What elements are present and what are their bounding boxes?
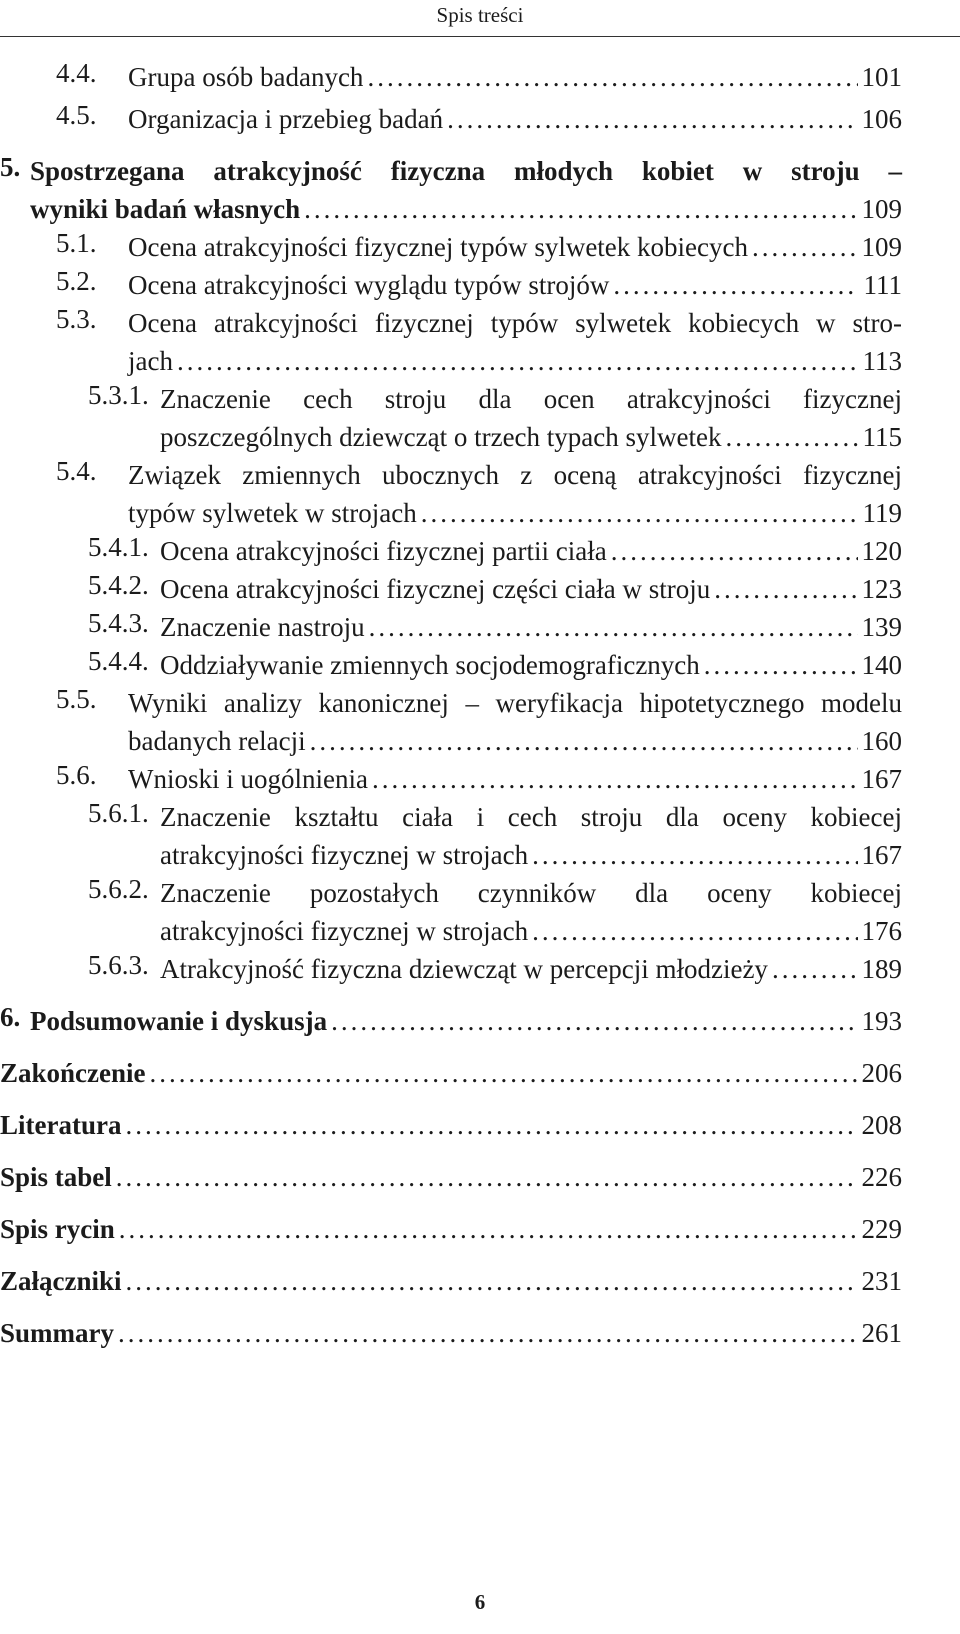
toc-entry-title: atrakcyjności fizycznej w strojach — [160, 840, 529, 870]
toc-entry-page: 167 — [861, 840, 902, 870]
toc-entry[interactable] — [0, 874, 902, 950]
toc-entry-number: 5.4.4. — [88, 646, 149, 676]
toc-entry-title: wyniki badań własnych — [30, 194, 301, 224]
toc-entry[interactable] — [0, 152, 902, 228]
toc-entry-title: Ocena atrakcyjności fizycznej partii ciała — [160, 536, 607, 566]
toc-entry-page: 119 — [862, 498, 902, 528]
toc-entry-number: 5.4.3. — [88, 608, 149, 638]
toc-entry-page: 113 — [862, 346, 902, 376]
toc-entry[interactable] — [0, 950, 902, 988]
toc-entry[interactable] — [0, 684, 902, 760]
toc-entry-page: 206 — [861, 1058, 902, 1088]
dot-leader — [173, 342, 858, 380]
dot-leader — [748, 228, 858, 266]
dot-leader — [122, 1262, 858, 1300]
dot-leader — [146, 1054, 859, 1092]
dot-leader — [700, 646, 858, 684]
toc-entry[interactable] — [0, 1158, 902, 1196]
toc-entry[interactable] — [0, 1054, 902, 1092]
toc-entry[interactable] — [0, 1210, 902, 1248]
toc-entry-page: 208 — [861, 1110, 902, 1140]
toc-entry-page: 123 — [861, 574, 902, 604]
toc-entry-title-line: Znaczenie pozostałych czynników dla oceny kobiecej — [160, 878, 902, 908]
toc-entry-page: 101 — [861, 62, 902, 92]
toc-entry-page: 120 — [861, 536, 902, 566]
toc-entry[interactable] — [0, 456, 902, 532]
toc-entry-title-line: Spostrzegana atrakcyjność fizyczna młodych kobiet w stroju – — [30, 156, 902, 186]
toc-entry-page: 109 — [861, 232, 902, 262]
dot-leader — [607, 532, 858, 570]
toc-entry-page: 261 — [861, 1318, 902, 1348]
toc-entry[interactable] — [0, 646, 902, 684]
table-of-contents — [0, 58, 902, 1352]
dot-leader — [443, 100, 858, 138]
toc-entry-number: 5.4.2. — [88, 570, 149, 600]
toc-entry-title: Summary — [0, 1318, 114, 1348]
toc-entry-title: Oddziaływanie zmiennych socjodemograficznych — [160, 650, 700, 680]
toc-entry[interactable] — [0, 1262, 902, 1300]
toc-entry[interactable] — [0, 304, 902, 380]
dot-leader — [365, 608, 858, 646]
toc-entry-title: jach — [128, 346, 173, 376]
toc-entry-title: Atrakcyjność fizyczna dziewcząt w percepcji młodzieży — [160, 954, 768, 984]
toc-entry-title: Ocena atrakcyjności fizycznej typów sylwetek kobiecych — [128, 232, 748, 262]
toc-entry-number: 5.6.2. — [88, 874, 149, 904]
toc-entry[interactable] — [0, 532, 902, 570]
dot-leader — [417, 494, 858, 532]
toc-entry[interactable] — [0, 608, 902, 646]
toc-entry-title: atrakcyjności fizycznej w strojach — [160, 916, 529, 946]
toc-entry-title: Załączniki — [0, 1266, 122, 1296]
toc-entry-page: 231 — [861, 1266, 902, 1296]
dot-leader — [722, 418, 859, 456]
toc-entry-number: 5.6.1. — [88, 798, 149, 828]
dot-leader — [115, 1210, 858, 1248]
toc-entry-title: Wnioski i uogólnienia — [128, 764, 368, 794]
toc-entry-page: 140 — [861, 650, 902, 680]
toc-entry[interactable] — [0, 228, 902, 266]
toc-entry-title: Grupa osób badanych — [128, 62, 364, 92]
toc-entry-page: 226 — [861, 1162, 902, 1192]
dot-leader — [121, 1106, 858, 1144]
toc-entry-title: Spis rycin — [0, 1214, 115, 1244]
toc-entry-title: Spis tabel — [0, 1162, 112, 1192]
toc-entry-number: 5.3. — [56, 304, 97, 334]
dot-leader — [710, 570, 858, 608]
toc-entry-page: 167 — [861, 764, 902, 794]
toc-entry-number: 5.5. — [56, 684, 97, 714]
toc-entry-title: Zakończenie — [0, 1058, 146, 1088]
dot-leader — [368, 760, 858, 798]
dot-leader — [609, 266, 858, 304]
toc-entry-title: Znaczenie nastroju — [160, 612, 365, 642]
toc-entry-number: 5.6.3. — [88, 950, 149, 980]
toc-entry-title-line: Znaczenie cech stroju dla ocen atrakcyjności fizycznej — [160, 384, 902, 414]
toc-entry-number: 5.1. — [56, 228, 97, 258]
toc-entry-number: 6. — [0, 1002, 21, 1032]
toc-entry-page: 109 — [861, 194, 902, 224]
toc-entry-page: 139 — [861, 612, 902, 642]
toc-entry-title: poszczególnych dziewcząt o trzech typach sylwetek — [160, 422, 722, 452]
dot-leader — [306, 722, 858, 760]
dot-leader — [363, 58, 858, 96]
dot-leader — [114, 1314, 858, 1352]
toc-entry-number: 4.4. — [56, 58, 97, 88]
running-head: Spis treści — [436, 3, 524, 27]
toc-entry-title: Ocena atrakcyjności wyglądu typów strojów — [128, 270, 610, 300]
toc-entry-number: 5.2. — [56, 266, 97, 296]
toc-entry-title-line: Wyniki analizy kanonicznej – weryfikacja hipotetycznego modelu — [128, 688, 902, 718]
toc-entry-title-line: Znaczenie kształtu ciała i cech stroju dla oceny kobiecej — [160, 802, 902, 832]
toc-entry-title: badanych relacji — [128, 726, 306, 756]
toc-entry[interactable] — [0, 380, 902, 456]
toc-entry-number: 5.6. — [56, 760, 97, 790]
toc-entry-page: 189 — [861, 954, 902, 984]
toc-entry[interactable] — [0, 1106, 902, 1144]
toc-entry[interactable] — [0, 58, 902, 96]
toc-entry-number: 5.3.1. — [88, 380, 149, 410]
dot-leader — [112, 1158, 858, 1196]
toc-entry-page: 115 — [862, 422, 902, 452]
dot-leader — [528, 836, 858, 874]
toc-entry-number: 5.4. — [56, 456, 97, 486]
dot-leader — [327, 1002, 858, 1040]
toc-entry-title-line: Związek zmiennych ubocznych z oceną atrakcyjności fizycznej — [128, 460, 902, 490]
toc-entry-title: Ocena atrakcyjności fizycznej części ciała w stroju — [160, 574, 711, 604]
dot-leader — [528, 912, 858, 950]
dot-leader — [300, 190, 858, 228]
toc-entry[interactable] — [0, 1314, 902, 1352]
toc-entry-title: Organizacja i przebieg badań — [128, 104, 444, 134]
toc-entry-page: 111 — [863, 270, 902, 300]
header-rule — [0, 36, 960, 37]
toc-entry-page: 106 — [861, 104, 902, 134]
page-number: 6 — [474, 1590, 486, 1614]
toc-entry-number: 5. — [0, 152, 21, 182]
toc-entry-title: Literatura — [0, 1110, 122, 1140]
toc-entry-page: 176 — [861, 916, 902, 946]
toc-entry-page: 229 — [861, 1214, 902, 1244]
toc-entry-page: 193 — [861, 1006, 902, 1036]
toc-entry-number: 4.5. — [56, 100, 97, 130]
toc-entry[interactable] — [0, 1002, 902, 1040]
toc-entry[interactable] — [0, 100, 902, 138]
toc-entry-title-line: Ocena atrakcyjności fizycznej typów sylwetek kobiecych w stro- — [128, 308, 902, 338]
toc-entry[interactable] — [0, 266, 902, 304]
toc-entry[interactable] — [0, 760, 902, 798]
toc-entry-title: typów sylwetek w strojach — [128, 498, 417, 528]
toc-entry[interactable] — [0, 798, 902, 874]
dot-leader — [768, 950, 858, 988]
toc-entry-number: 5.4.1. — [88, 532, 149, 562]
toc-entry-title: Podsumowanie i dyskusja — [30, 1006, 328, 1036]
toc-entry-page: 160 — [861, 726, 902, 756]
toc-entry[interactable] — [0, 570, 902, 608]
